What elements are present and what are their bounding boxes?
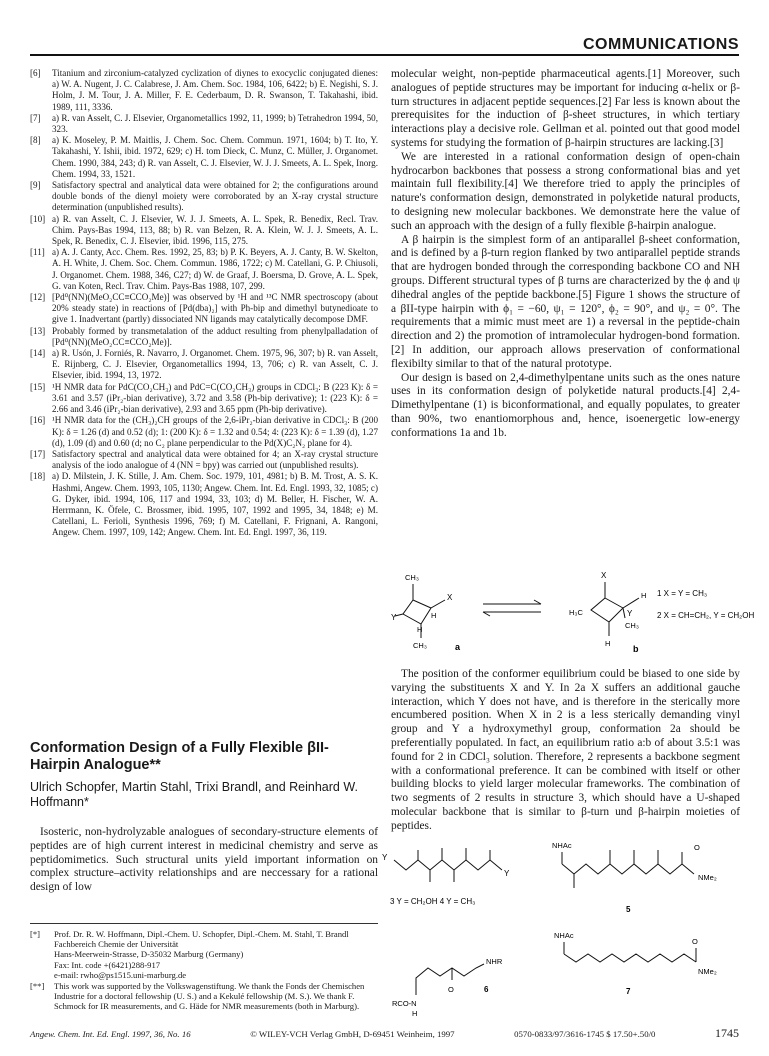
- footnote-text: This work was supported by the Volkswagenstiftung. We thank the Fonds der Chemischen Industrie for a doctoral fellowship (U. S.) and a Kekulé fellowship (M. S.). We thank F. Schmock for IR measurements, and G. Häde for NMR measurements (both in Marburg).: [54, 980, 365, 1012]
- y-label-b: Y: [627, 609, 633, 618]
- issn-code: 0570-0833/97/3616-1745 $ 17.50+.50/0: [514, 1029, 656, 1039]
- page-footer: [30, 1026, 739, 1041]
- x-label-a: X: [447, 593, 453, 602]
- reference-number: [8]: [30, 135, 41, 146]
- footnotes: [30, 923, 378, 1012]
- section-header: COMMUNICATIONS: [577, 36, 739, 54]
- rcon-label: RCO-N: [392, 999, 417, 1008]
- h-label-6: H: [412, 1009, 418, 1018]
- reference-item: [30, 348, 378, 382]
- reference-item: [30, 292, 378, 326]
- abstract-paragraph: Isosteric, non-hydrolyzable analogues of secondary-structure elements of peptides are of high current interest in medicinal chemistry and serve as peptidomimetics. Such structural units yield important information on complex structure–activity relationships and are neccessary for a rational design of low: [30, 826, 378, 894]
- header-rule: [30, 54, 739, 56]
- footnote-item: [30, 981, 378, 1012]
- reference-item: [30, 68, 378, 113]
- reference-number: [18]: [30, 471, 46, 482]
- reference-item: [30, 113, 378, 135]
- reference-text: ¹H NMR data for the (CH₃)₂CH groups of the 2,6-iPr₂-bian derivative in CDCl₃: B (200 K): δ = 1.26 (d) and 0.52 (d); 1: (200 K): δ = 1.32 and 0.54; 4: (223 K): δ = 1.39 (d), 1.27 (d), 1.09 (d) and 0.60 (d; no C₂ plane perpendicular to the Pd(X)C₂N₂ plane for 4).: [52, 415, 378, 448]
- page-number: 1745: [715, 1026, 739, 1040]
- conformer-scheme: [391, 566, 755, 656]
- h-bottom-b: H: [605, 639, 611, 648]
- paragraph-4: Our design is based on 2,4-dimethylpentane units such as the ones nature uses in its conformation design of polyketide natural products.[4] 2,4-Dimethylpentane (1) is biconformational, and equally populates, to greater than 90%, two enantiomorphous and, hence, isoenergetic low-energy conformations 1a and 1b.: [391, 371, 740, 439]
- article-abstract: [30, 826, 378, 895]
- structure-6-label: 6: [484, 985, 489, 994]
- reference-text: Titanium and zirconium-catalyzed cyclization of diynes to exocyclic conjugated dienes: a) W. A. Nugent, J. C. Calabrese, J. Am. Chem. Soc. 1984, 106, 6422; b) E. Negishi, S. J. Holm, J. M. Tour, J. A. Miller, F. E. Cederbaum, D. R. Swanson, T. Takahashi, ibid. 1989, 111, 3336.: [52, 68, 378, 112]
- reference-item: [30, 449, 378, 471]
- nhr-label: NHR: [486, 957, 503, 966]
- paragraph-1: molecular weight, non-peptide pharmaceutical agents.[1] Moreover, such analogues of peptide structures may be important for inducing α-helix or β-turn structures in adjacent peptide sequences.[2] Far less is known about the prerequisites for the induction of β-sheet structures, in which tertiary interactions play a decisive role. Gellman et al. pointed out that good model systems for studying the formation of β-hairpin structures are lacking.[3]: [391, 68, 740, 149]
- reference-item: [30, 135, 378, 180]
- reference-number: [11]: [30, 247, 45, 258]
- label-a: a: [455, 642, 461, 652]
- reference-text: a) R. Usón, J. Forniés, R. Navarro, J. Organomet. Chem. 1975, 96, 307; b) R. van Asselt, E. Rijnberg, C. J. Elsevier, Organometallics 1994, 13, 706; c) R. van Asselt, C. J. Elsevier, ibid. 1994, 13, 1972.: [52, 348, 378, 381]
- o-label-6: O: [448, 985, 454, 994]
- reference-number: [13]: [30, 325, 46, 336]
- footnote-mark: [**]: [30, 980, 45, 991]
- article-authors: Ulrich Schopfer, Martin Stahl, Trixi Brandl, and Reinhard W. Hoffmann*: [30, 780, 358, 809]
- reference-text: a) K. Moseley, P. M. Maitlis, J. Chem. Soc. Chem. Commun. 1971, 1604; b) T. Ito, Y. Takahashi, Y. Ishii, ibid. 1972, 629; c) H. tom Dieck, C. Munz, C. Müller, J. Organomet. Chem. 1990, 384, 243; d) R. van Asselt, C. J. Elsevier, W. J. J. Smeets, A. L. Spek, Inorg. Chem. 1994, 33, 1521.: [52, 135, 378, 179]
- nhac-label-7: NHAc: [554, 931, 574, 940]
- paragraph-5: The position of the conformer equilibrium could be biased to one side by varying the substituents X and Y. In 2a X suffers an additional gauche interaction, which Y does not have, and is therefore in the sterically more encumbered position. When X in 2 is a less sterically demanding vinyl group and Y a hydroxymethyl group, conformation 2a should be preferentially populated. In fact, an equilibrium ratio a:b of about 3.5:1 was found for 2 in CDCl₃ solution. Therefore, 2 represents a backbone segment with a conformational preference. It can be combined with itself or other building blocks to yield larger molecular frameworks. The combination of two segments of 2 results in structure 3, which should have a U-shaped molecular backbone that is similar to β-turn und β-hairpin moieties of peptides.: [391, 668, 740, 832]
- reference-item: [30, 180, 378, 214]
- structure-5-label: 5: [626, 905, 631, 914]
- nhac-label-5: NHAc: [552, 841, 572, 850]
- reference-text: a) A. J. Canty, Acc. Chem. Res. 1992, 25, 83; b) P. K. Beyers, A. J. Canty, B. W. Skelton, A. H. White, J. Chem. Soc. Chem. Commun. 1986, 1722; c) M. Catellani, G. P. Chiusoli, J. Organomet. Chem. 1988, 346, C27; d) W. de Graaf, J. Boersma, D. Grove, A. L. Spek, G. van Koten, Recl. Trav. Chim. Pays-Bas 1988, 107, 299.: [52, 247, 378, 291]
- reference-list: [30, 68, 378, 539]
- label-b: b: [633, 644, 639, 654]
- h3c-label-b: H₃C: [569, 608, 583, 617]
- footnote-rule: [30, 923, 378, 924]
- paragraph-3: A β hairpin is the simplest form of an antiparallel β-sheet conformation, and is defined by a β-turn region flanked by two antiparallel peptide strands that are hydrogen bonded through the corresponding backbone CO and NH groups. Different structural types of β turns are characterized by the ϕ and ψ dihedral angles of the peptide backbone.[5] Figure 1 shows the structure of a βII-type hairpin with ϕ₁ = −60, ψ₁ = 120°, ϕ₂ = 90°, and ψ₂ = 0°. The requirements that a mimic must meet are 1) a reversal in the peptide-chain direction and 2) the promotion of intramolecular hydrogen-bond formation.[2] In addition, our approach allows preservation of conformational flexibilty similar to that of the natural prototype.: [391, 233, 740, 370]
- h2-label-a: H: [417, 625, 423, 634]
- reference-number: [6]: [30, 68, 41, 78]
- ch3-label-a: CH₃: [405, 573, 419, 582]
- ch3-bottom-a: CH₃: [413, 641, 427, 650]
- reference-number: [7]: [30, 112, 41, 123]
- reference-text: a) D. Milstein, J. K. Stille, J. Am. Chem. Soc. 1979, 101, 4981; b) B. M. Trost, A. S. K. Hashmi, Angew. Chem. 1993, 105, 1130; Angew. Chem. Int. Ed. Engl. 1993, 32, 1085; c) G. Dyker, ibid. 1994, 106, 117 and 1994, 33, 103; d) M. Beller, H. Fischer, W. A. Herrmann, K. Öfele, C. Brossmer, ibid. 1995, 107, 1992 and 1995, 34, 1848; e) M. Catellani, L. Ferioli, Synthesis 1996, 769; f) M. Catellani, F. Frignani, A. Rangoni, Angew. Chem. 1997, 109, 142; Angew. Chem. Int. Ed. Engl. 1997, 36, 119.: [52, 471, 378, 538]
- reference-item: [30, 214, 378, 248]
- journal-citation: Angew. Chem. Int. Ed. Engl. 1997, 36, No. 16: [30, 1029, 191, 1039]
- legend-2: 2 X = CH=CH₂, Y = CH₂OH: [657, 611, 755, 620]
- h-label-b: H: [641, 591, 647, 600]
- reference-text: [Pd⁰(NN)(MeO₂CC≡CCO₂Me)] was observed by ¹H and ¹³C NMR spectroscopy (about 20% steady state) in reactions of [Pd(dba)₂] with Ph-bip and dimethyl butynedioate to give 1. Inadvertant (partly) dissociated NN ligands may catalytically decompose DMF.: [52, 292, 378, 325]
- x-label-b: X: [601, 571, 607, 580]
- h-label-a: H: [431, 611, 437, 620]
- nme2-label-5: NMe₂: [698, 873, 717, 882]
- reference-item: [30, 471, 378, 538]
- footnote-mark: [*]: [30, 928, 41, 939]
- footnote-item: [30, 929, 378, 981]
- reference-text: a) R. van Asselt, C. J. Elsevier, Organometallics 1992, 11, 1999; b) Tetrahedron 1994, 50, 323.: [52, 112, 378, 135]
- y-right-label: Y: [504, 869, 510, 878]
- reference-number: [15]: [30, 381, 46, 392]
- publisher-line: © WILEY-VCH Verlag GmbH, D-69451 Weinheim, 1997: [250, 1029, 455, 1039]
- reference-number: [10]: [30, 213, 46, 224]
- reference-number: [9]: [30, 180, 41, 191]
- o-label-5: O: [694, 843, 700, 852]
- right-column-lower: [391, 668, 740, 834]
- footnote-text: Prof. Dr. R. W. Hoffmann, Dipl.-Chem. U. Schopfer, Dipl.-Chem. M. Stahl, T. Brandl Fachbereich Chemie der Universität Hans-Meerwein-Strasse, D-35032 Marburg (Germany) Fax: Int. code +(6421)288-917 e-mail: rwho@ps1515.uni-marburg.de: [54, 928, 349, 981]
- reference-number: [12]: [30, 292, 46, 303]
- structures-scheme: [380, 830, 740, 1020]
- right-column-text: [391, 68, 740, 441]
- article-title: Conformation Design of a Fully Flexible βII-Hairpin Analogue**: [30, 740, 329, 773]
- legend-1: 1 X = Y = CH₃: [657, 589, 708, 598]
- o-label-7: O: [692, 937, 698, 946]
- reference-number: [17]: [30, 448, 46, 459]
- reference-text: Satisfactory spectral and analytical data were obtained for 4; an X-ray crystal structure analysis of the iodo analogue of 4 (NN = bpy) was carried out (unpublished results).: [52, 448, 378, 471]
- y-label-a: Y: [391, 613, 397, 622]
- reference-number: [14]: [30, 348, 46, 359]
- y-left-label: Y: [382, 853, 388, 862]
- structure-7-label: 7: [626, 987, 631, 996]
- ch3-label-b: CH₃: [625, 621, 639, 630]
- paragraph-2: We are interested in a rational conformation design of open-chain hydrocarbon backbones that possess a strong conformational bias and yet maintain full flexibility.[4] We therefore tried to apply the principles of nature's conformation design, demonstrated in polyketide natural products, to designing new molecular backbones. We demonstrate here the value of such an approach with the design of a fully flexible β-hairpin analogue.: [391, 150, 740, 232]
- reference-text: a) R. van Asselt, C. J. Elsevier, W. J. J. Smeets, A. L. Spek, R. Benedix, Recl. Trav. Chim. Pays-Bas 1994, 113, 88; b) R. van Belzen, R. A. Klein, W. J. J. Smeets, A. L. Spek, R. Benedix, C. J. Elsevier, ibid. 1996, 115, 275.: [52, 213, 378, 247]
- reference-item: [30, 415, 378, 449]
- reference-text: Probably formed by transmetalation of the adduct resulting from phenylpalladation of [Pd⁰(NN)(MeO₂CC≡CCO₂Me)].: [52, 325, 378, 347]
- structure-3-label: 3 Y = CH₂OH 4 Y = CH₃: [390, 897, 476, 906]
- reference-text: Satisfactory spectral and analytical data were obtained for 2; the configurations around double bonds of the dienyl moiety were corroborated by an X-ray crystal structure determination (unpublished results).: [52, 180, 378, 213]
- reference-item: [30, 326, 378, 348]
- reference-item: [30, 382, 378, 416]
- nme2-label-7: NMe₂: [698, 967, 717, 976]
- reference-number: [16]: [30, 415, 46, 426]
- reference-item: [30, 247, 378, 292]
- reference-text: ¹H NMR data for PdC(CO₂CH₃) and PdC=C(CO₂CH₃) groups in CDCl₃: B (223 K): δ = 3.61 and 3.57 (iPr₂-bian derivative), 3.72 and 3.58 (Ph-bip derivative); 1: (223 K): δ = 2.66 and 3.46 (iPr₂-bian derivative), 2.93 and 3.65 ppm (Ph-bip derivative).: [52, 381, 378, 415]
